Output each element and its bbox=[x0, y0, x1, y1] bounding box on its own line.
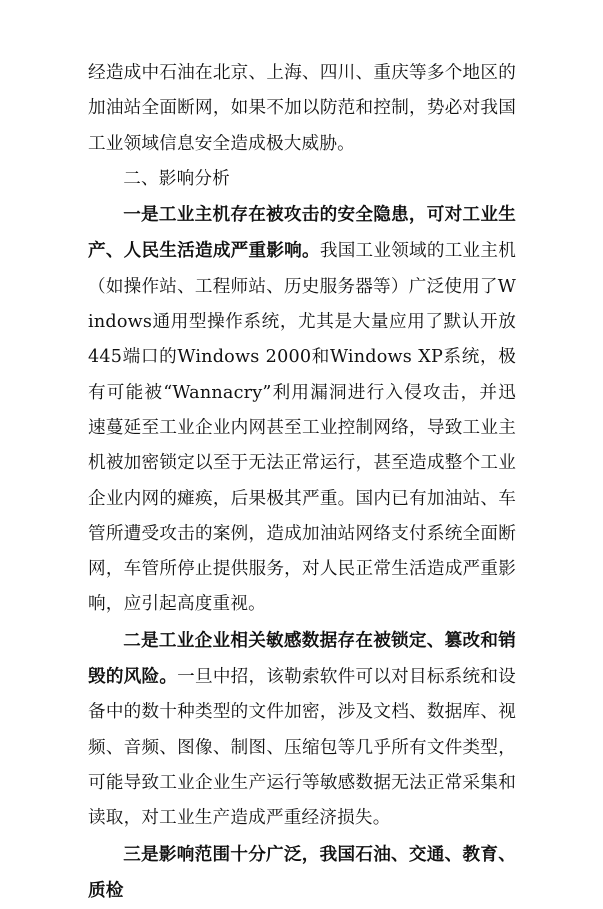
point-paragraph-3 bbox=[88, 837, 516, 909]
continuation-paragraph: 经造成中石油在北京、上海、四川、重庆等多个地区的加油站全面断网，如果不加以防范和控制，势必对我国工业领域信息安全造成极大威胁。 bbox=[88, 63, 516, 154]
point-3-lead: 三是影响范围十分广泛，我国石油、交通、教育、质检 bbox=[88, 843, 516, 901]
section-heading: 二、影响分析 bbox=[123, 168, 230, 189]
document-body bbox=[88, 56, 516, 909]
point-2-body: 一旦中招，该勒索软件可以对目标系统和设备中的数十种类型的文件加密，涉及文档、数据库、视频、音频、图像、制图、压缩包等几乎所有文件类型，可能导致工业企业生产运行等敏感数据无法正常采集和读取，对工业生产造成严重经济损失。 bbox=[88, 667, 516, 829]
point-paragraph-1 bbox=[88, 197, 516, 623]
point-paragraph-2 bbox=[88, 623, 516, 837]
point-2-lead: 二是工业企业相关敏感数据存在被锁定、篡改和销毁的风险。 bbox=[88, 629, 516, 688]
point-1-lead: 一是工业主机存在被攻击的安全隐患，可对工业生产、人民生活造成严重影响。 bbox=[88, 204, 516, 262]
point-1-body: 我国工业领域的工业主机（如操作站、工程师站、历史服务器等）广泛使用了Windows通用型操作系统，尤其是大量应用了默认开放445端口的Windows 2000和Windows XP系统，极有可能被“Wannacry”利用漏洞进行入侵攻击，并迅速蔓延至工业企业内网甚至工业控制网络，导致工业主机被加密锁定以至于无法正常运行，甚至造成整个工业企业内网的瘫痪，后果极其严重。国内已有加油站、车管所遭受攻击的案例，造成加油站网络支付系统全面断网，车管所停止提供服务，对人民正常生活造成严重影响，应引起高度重视。 bbox=[88, 241, 516, 615]
